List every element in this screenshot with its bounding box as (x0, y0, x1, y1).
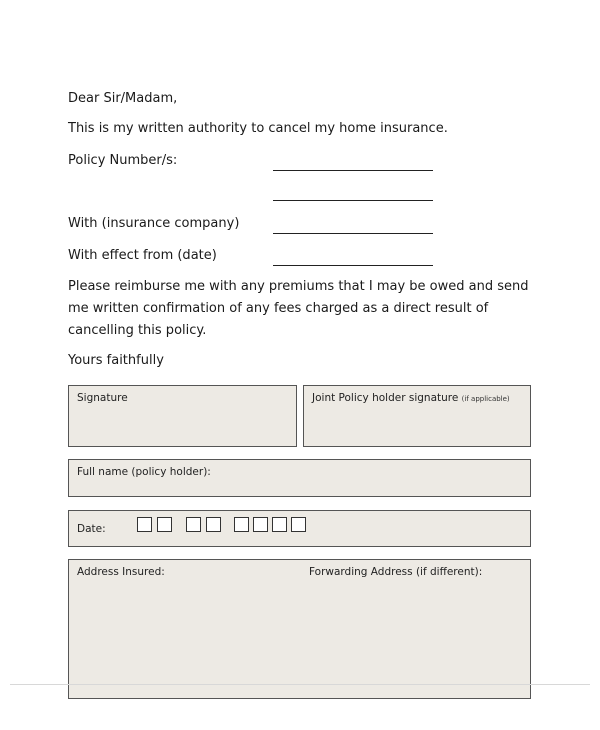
joint-signature-note: (if applicable) (461, 395, 510, 403)
insurance-company-line[interactable] (273, 233, 433, 234)
date-field (68, 510, 531, 547)
full-name-label: Full name (policy holder): (77, 466, 211, 478)
full-name-field[interactable] (68, 459, 531, 497)
date-year-digit-3[interactable] (272, 517, 287, 532)
date-day-digit-2[interactable] (157, 517, 172, 532)
closing: Yours faithfully (68, 353, 164, 368)
signature-field[interactable] (68, 385, 297, 447)
page-divider (10, 684, 590, 685)
date-month-digit-2[interactable] (206, 517, 221, 532)
policy-number-line-1[interactable] (273, 170, 433, 171)
policy-number-line-2[interactable] (273, 200, 433, 201)
signature-label: Signature (77, 392, 128, 404)
date-year-digit-4[interactable] (291, 517, 306, 532)
date-month-digit-1[interactable] (186, 517, 201, 532)
intro-line: This is my written authority to cancel my home insurance. (68, 121, 448, 136)
effect-date-line[interactable] (273, 265, 433, 266)
joint-signature-field[interactable] (303, 385, 531, 447)
joint-signature-label (312, 392, 510, 404)
date-year-digit-2[interactable] (253, 517, 268, 532)
date-year-digit-1[interactable] (234, 517, 249, 532)
date-label: Date: (77, 523, 106, 535)
reimburse-paragraph: Please reimburse me with any premiums that I may be owed and send me written confirmation of any fees charged as a direct result of cancelling this policy. (68, 279, 529, 338)
address-field[interactable] (68, 559, 531, 699)
effect-date-label: With effect from (date) (68, 248, 217, 263)
forwarding-address-label: Forwarding Address (if different): (309, 566, 483, 578)
salutation: Dear Sir/Madam, (68, 91, 178, 106)
date-day-digit-1[interactable] (137, 517, 152, 532)
joint-signature-text: Joint Policy holder signature (312, 392, 459, 404)
insurance-company-label: With (insurance company) (68, 216, 240, 231)
policy-number-label: Policy Number/s: (68, 153, 178, 168)
address-insured-label: Address Insured: (77, 566, 165, 578)
